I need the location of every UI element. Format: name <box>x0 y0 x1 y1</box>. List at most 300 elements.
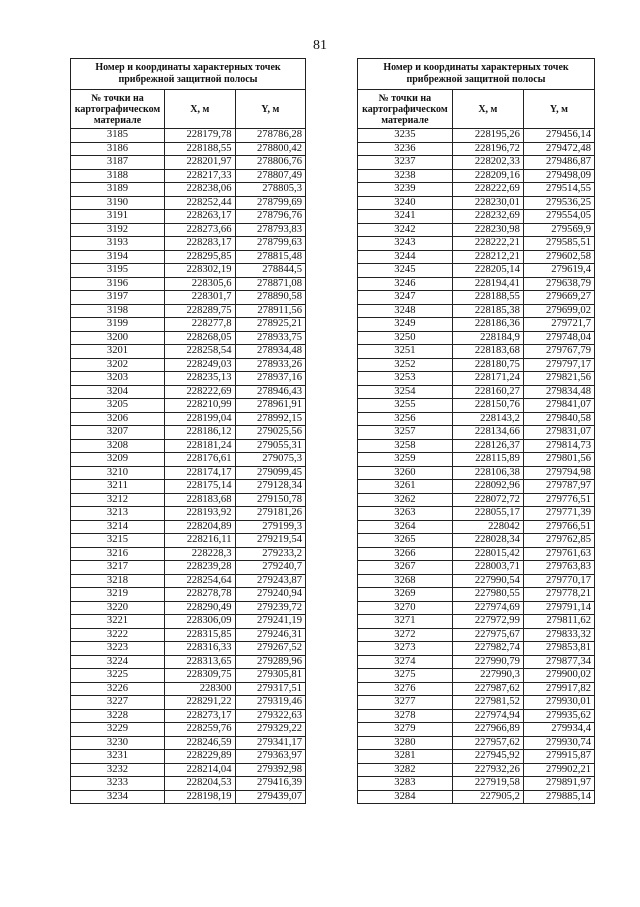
point-cell: 3250 <box>358 331 453 345</box>
table-row <box>71 520 306 534</box>
x-cell: 228134,66 <box>452 426 523 440</box>
point-cell: 3205 <box>71 399 165 413</box>
x-cell: 227945,92 <box>452 750 523 764</box>
x-cell: 228315,85 <box>165 628 236 642</box>
table-body-left <box>71 129 306 804</box>
table-row <box>71 426 306 440</box>
x-cell: 228217,33 <box>165 169 236 183</box>
y-cell: 279787,97 <box>523 480 594 494</box>
y-cell: 279794,98 <box>523 466 594 480</box>
y-cell: 279811,62 <box>523 615 594 629</box>
table-row <box>358 345 595 359</box>
point-cell: 3244 <box>358 250 453 264</box>
y-cell: 279055,31 <box>235 439 306 453</box>
point-cell: 3201 <box>71 345 165 359</box>
y-cell: 279305,81 <box>235 669 306 683</box>
y-cell: 279341,17 <box>235 736 306 750</box>
point-cell: 3237 <box>358 156 453 170</box>
table-row <box>358 750 595 764</box>
y-cell: 278961,91 <box>235 399 306 413</box>
point-cell: 3261 <box>358 480 453 494</box>
table-row <box>71 156 306 170</box>
x-cell: 228230,01 <box>452 196 523 210</box>
table-row <box>71 318 306 332</box>
table-row <box>71 574 306 588</box>
y-cell: 279699,02 <box>523 304 594 318</box>
x-cell: 227980,55 <box>452 588 523 602</box>
x-cell: 228003,71 <box>452 561 523 575</box>
point-cell: 3235 <box>358 129 453 143</box>
point-cell: 3207 <box>71 426 165 440</box>
y-cell: 278805,3 <box>235 183 306 197</box>
y-cell: 279392,98 <box>235 763 306 777</box>
point-cell: 3241 <box>358 210 453 224</box>
point-cell: 3218 <box>71 574 165 588</box>
x-cell: 227990,3 <box>452 669 523 683</box>
point-cell: 3195 <box>71 264 165 278</box>
coordinates-table-left <box>70 58 306 804</box>
table-row <box>358 453 595 467</box>
x-cell: 228092,96 <box>452 480 523 494</box>
y-cell: 279814,73 <box>523 439 594 453</box>
point-cell: 3238 <box>358 169 453 183</box>
point-cell: 3214 <box>71 520 165 534</box>
table-row <box>71 736 306 750</box>
y-cell: 279439,07 <box>235 790 306 804</box>
y-cell: 278796,76 <box>235 210 306 224</box>
y-cell: 279246,31 <box>235 628 306 642</box>
y-cell: 279797,17 <box>523 358 594 372</box>
point-cell: 3276 <box>358 682 453 696</box>
table-row <box>71 237 306 251</box>
table-row <box>71 169 306 183</box>
y-cell: 279762,85 <box>523 534 594 548</box>
point-cell: 3202 <box>71 358 165 372</box>
table-row <box>358 547 595 561</box>
x-cell: 228273,66 <box>165 223 236 237</box>
table-row <box>71 129 306 143</box>
point-cell: 3226 <box>71 682 165 696</box>
point-cell: 3245 <box>358 264 453 278</box>
table-row <box>358 358 595 372</box>
x-cell: 228171,24 <box>452 372 523 386</box>
y-cell: 279778,21 <box>523 588 594 602</box>
y-cell: 279602,58 <box>523 250 594 264</box>
x-cell: 228198,19 <box>165 790 236 804</box>
x-cell: 228230,98 <box>452 223 523 237</box>
table-row <box>358 790 595 804</box>
point-cell: 3185 <box>71 129 165 143</box>
point-cell: 3278 <box>358 709 453 723</box>
x-cell: 228209,16 <box>452 169 523 183</box>
y-cell: 279498,09 <box>523 169 594 183</box>
y-cell: 279199,3 <box>235 520 306 534</box>
table-row <box>71 480 306 494</box>
y-cell: 279915,87 <box>523 750 594 764</box>
table-row <box>358 237 595 251</box>
x-cell: 228175,14 <box>165 480 236 494</box>
point-cell: 3254 <box>358 385 453 399</box>
y-cell: 278793,83 <box>235 223 306 237</box>
x-cell: 228184,9 <box>452 331 523 345</box>
point-cell: 3243 <box>358 237 453 251</box>
y-cell: 279099,45 <box>235 466 306 480</box>
table-row <box>358 372 595 386</box>
x-cell: 228305,6 <box>165 277 236 291</box>
y-cell: 278925,21 <box>235 318 306 332</box>
y-cell: 279767,79 <box>523 345 594 359</box>
table-row <box>358 439 595 453</box>
y-cell: 279289,96 <box>235 655 306 669</box>
point-cell: 3215 <box>71 534 165 548</box>
y-cell: 279243,87 <box>235 574 306 588</box>
x-cell: 228183,68 <box>452 345 523 359</box>
y-cell: 279834,48 <box>523 385 594 399</box>
y-cell: 279317,51 <box>235 682 306 696</box>
x-cell: 228313,65 <box>165 655 236 669</box>
x-cell: 228193,92 <box>165 507 236 521</box>
y-cell: 279472,48 <box>523 142 594 156</box>
x-cell: 227974,69 <box>452 601 523 615</box>
point-cell: 3267 <box>358 561 453 575</box>
header-point: № точки на картографическом материале <box>358 90 453 129</box>
y-cell: 279841,07 <box>523 399 594 413</box>
x-cell: 227981,52 <box>452 696 523 710</box>
x-cell: 228185,38 <box>452 304 523 318</box>
table-caption: Номер и координаты характерных точек прибрежной защитной полосы <box>358 59 595 90</box>
y-cell: 279329,22 <box>235 723 306 737</box>
table-row <box>71 507 306 521</box>
table-row <box>71 615 306 629</box>
point-cell: 3268 <box>358 574 453 588</box>
y-cell: 279900,02 <box>523 669 594 683</box>
y-cell: 279319,46 <box>235 696 306 710</box>
point-cell: 3191 <box>71 210 165 224</box>
table-row <box>71 291 306 305</box>
x-cell: 228143,2 <box>452 412 523 426</box>
table-row <box>71 669 306 683</box>
table-row <box>71 709 306 723</box>
x-cell: 228188,55 <box>452 291 523 305</box>
x-cell: 228195,26 <box>452 129 523 143</box>
point-cell: 3198 <box>71 304 165 318</box>
x-cell: 228180,75 <box>452 358 523 372</box>
table-row <box>358 196 595 210</box>
y-cell: 279233,2 <box>235 547 306 561</box>
point-cell: 3247 <box>358 291 453 305</box>
table-row <box>358 507 595 521</box>
x-cell: 228254,64 <box>165 574 236 588</box>
table-row <box>71 331 306 345</box>
point-cell: 3187 <box>71 156 165 170</box>
point-cell: 3210 <box>71 466 165 480</box>
x-cell: 228306,09 <box>165 615 236 629</box>
x-cell: 228259,76 <box>165 723 236 737</box>
table-row <box>358 412 595 426</box>
y-cell: 279486,87 <box>523 156 594 170</box>
y-cell: 279821,56 <box>523 372 594 386</box>
point-cell: 3279 <box>358 723 453 737</box>
x-cell: 228115,89 <box>452 453 523 467</box>
x-cell: 228238,06 <box>165 183 236 197</box>
x-cell: 227990,79 <box>452 655 523 669</box>
point-cell: 3222 <box>71 628 165 642</box>
table-row <box>358 331 595 345</box>
table-row <box>358 480 595 494</box>
table-row <box>71 777 306 791</box>
y-cell: 278934,48 <box>235 345 306 359</box>
x-cell: 228316,33 <box>165 642 236 656</box>
y-cell: 279241,19 <box>235 615 306 629</box>
x-cell: 228302,19 <box>165 264 236 278</box>
table-row <box>71 372 306 386</box>
x-cell: 228201,97 <box>165 156 236 170</box>
table-row <box>358 223 595 237</box>
point-cell: 3259 <box>358 453 453 467</box>
x-cell: 228301,7 <box>165 291 236 305</box>
y-cell: 279240,7 <box>235 561 306 575</box>
y-cell: 279219,54 <box>235 534 306 548</box>
point-cell: 3217 <box>71 561 165 575</box>
x-cell: 228042 <box>452 520 523 534</box>
x-cell: 228252,44 <box>165 196 236 210</box>
point-cell: 3251 <box>358 345 453 359</box>
x-cell: 227966,89 <box>452 723 523 737</box>
point-cell: 3193 <box>71 237 165 251</box>
y-cell: 278946,43 <box>235 385 306 399</box>
x-cell: 228028,34 <box>452 534 523 548</box>
point-cell: 3229 <box>71 723 165 737</box>
point-cell: 3232 <box>71 763 165 777</box>
point-cell: 3228 <box>71 709 165 723</box>
point-cell: 3246 <box>358 277 453 291</box>
table-row <box>71 723 306 737</box>
x-cell: 228210,99 <box>165 399 236 413</box>
table-row <box>71 534 306 548</box>
x-cell: 228278,78 <box>165 588 236 602</box>
point-cell: 3266 <box>358 547 453 561</box>
table-row <box>358 142 595 156</box>
point-cell: 3236 <box>358 142 453 156</box>
y-cell: 279322,63 <box>235 709 306 723</box>
x-cell: 228072,72 <box>452 493 523 507</box>
x-cell: 228204,53 <box>165 777 236 791</box>
x-cell: 228258,54 <box>165 345 236 359</box>
table-row <box>358 709 595 723</box>
x-cell: 228263,17 <box>165 210 236 224</box>
table-row <box>71 223 306 237</box>
coordinates-table-right <box>357 58 595 804</box>
x-cell: 228273,17 <box>165 709 236 723</box>
table-row <box>71 358 306 372</box>
x-cell: 227975,67 <box>452 628 523 642</box>
point-cell: 3206 <box>71 412 165 426</box>
x-cell: 228174,17 <box>165 466 236 480</box>
table-row <box>358 601 595 615</box>
table-row <box>358 466 595 480</box>
x-cell: 227987,62 <box>452 682 523 696</box>
table-row <box>358 777 595 791</box>
x-cell: 228277,8 <box>165 318 236 332</box>
x-cell: 228239,28 <box>165 561 236 575</box>
point-cell: 3234 <box>71 790 165 804</box>
point-cell: 3219 <box>71 588 165 602</box>
table-row <box>71 264 306 278</box>
x-cell: 228295,85 <box>165 250 236 264</box>
x-cell: 228199,04 <box>165 412 236 426</box>
x-cell: 228179,78 <box>165 129 236 143</box>
x-cell: 228228,3 <box>165 547 236 561</box>
point-cell: 3273 <box>358 642 453 656</box>
table-row <box>358 426 595 440</box>
point-cell: 3197 <box>71 291 165 305</box>
table-row <box>358 250 595 264</box>
x-cell: 227972,99 <box>452 615 523 629</box>
point-cell: 3257 <box>358 426 453 440</box>
point-cell: 3272 <box>358 628 453 642</box>
table-row <box>358 736 595 750</box>
point-cell: 3212 <box>71 493 165 507</box>
x-cell: 228181,24 <box>165 439 236 453</box>
y-cell: 278807,49 <box>235 169 306 183</box>
point-cell: 3233 <box>71 777 165 791</box>
point-cell: 3204 <box>71 385 165 399</box>
y-cell: 278890,58 <box>235 291 306 305</box>
y-cell: 279853,81 <box>523 642 594 656</box>
x-cell: 228229,89 <box>165 750 236 764</box>
y-cell: 278911,56 <box>235 304 306 318</box>
point-cell: 3220 <box>71 601 165 615</box>
y-cell: 279831,07 <box>523 426 594 440</box>
point-cell: 3269 <box>358 588 453 602</box>
table-row <box>358 655 595 669</box>
point-cell: 3199 <box>71 318 165 332</box>
x-cell: 228150,76 <box>452 399 523 413</box>
table-row <box>358 588 595 602</box>
y-cell: 279885,14 <box>523 790 594 804</box>
table-row <box>71 750 306 764</box>
x-cell: 227957,62 <box>452 736 523 750</box>
point-cell: 3249 <box>358 318 453 332</box>
point-cell: 3213 <box>71 507 165 521</box>
table-row <box>358 696 595 710</box>
y-cell: 279619,4 <box>523 264 594 278</box>
x-cell: 228202,33 <box>452 156 523 170</box>
x-cell: 228300 <box>165 682 236 696</box>
table-row <box>358 264 595 278</box>
point-cell: 3263 <box>358 507 453 521</box>
table-row <box>71 304 306 318</box>
y-cell: 279934,4 <box>523 723 594 737</box>
x-cell: 228249,03 <box>165 358 236 372</box>
point-cell: 3280 <box>358 736 453 750</box>
y-cell: 279833,32 <box>523 628 594 642</box>
table-row <box>358 385 595 399</box>
point-cell: 3271 <box>358 615 453 629</box>
x-cell: 228212,21 <box>452 250 523 264</box>
table-row <box>358 318 595 332</box>
header-y: Y, м <box>523 90 594 129</box>
table-row <box>71 790 306 804</box>
point-cell: 3196 <box>71 277 165 291</box>
point-cell: 3203 <box>71 372 165 386</box>
point-cell: 3282 <box>358 763 453 777</box>
point-cell: 3274 <box>358 655 453 669</box>
table-row <box>358 183 595 197</box>
y-cell: 279891,97 <box>523 777 594 791</box>
x-cell: 228232,69 <box>452 210 523 224</box>
point-cell: 3208 <box>71 439 165 453</box>
x-cell: 228015,42 <box>452 547 523 561</box>
table-row <box>71 642 306 656</box>
table-row <box>71 588 306 602</box>
y-cell: 279770,17 <box>523 574 594 588</box>
x-cell: 228188,55 <box>165 142 236 156</box>
table-row <box>71 196 306 210</box>
y-cell: 279669,27 <box>523 291 594 305</box>
y-cell: 279075,3 <box>235 453 306 467</box>
table-row <box>71 250 306 264</box>
table-row <box>358 129 595 143</box>
x-cell: 228246,59 <box>165 736 236 750</box>
x-cell: 228289,75 <box>165 304 236 318</box>
y-cell: 278871,08 <box>235 277 306 291</box>
x-cell: 228222,69 <box>165 385 236 399</box>
x-cell: 228205,14 <box>452 264 523 278</box>
x-cell: 228055,17 <box>452 507 523 521</box>
y-cell: 279930,01 <box>523 696 594 710</box>
table-row <box>358 682 595 696</box>
y-cell: 279267,52 <box>235 642 306 656</box>
point-cell: 3283 <box>358 777 453 791</box>
y-cell: 278933,75 <box>235 331 306 345</box>
x-cell: 227905,2 <box>452 790 523 804</box>
y-cell: 278815,48 <box>235 250 306 264</box>
point-cell: 3275 <box>358 669 453 683</box>
x-cell: 228183,68 <box>165 493 236 507</box>
table-row <box>71 412 306 426</box>
y-cell: 279150,78 <box>235 493 306 507</box>
x-cell: 228196,72 <box>452 142 523 156</box>
table-row <box>358 615 595 629</box>
table-row <box>358 534 595 548</box>
x-cell: 227932,26 <box>452 763 523 777</box>
x-cell: 228160,27 <box>452 385 523 399</box>
point-cell: 3190 <box>71 196 165 210</box>
x-cell: 228106,38 <box>452 466 523 480</box>
table-row <box>358 277 595 291</box>
table-row <box>358 399 595 413</box>
point-cell: 3281 <box>358 750 453 764</box>
y-cell: 279721,7 <box>523 318 594 332</box>
point-cell: 3270 <box>358 601 453 615</box>
table-row <box>358 723 595 737</box>
y-cell: 278806,76 <box>235 156 306 170</box>
y-cell: 279766,51 <box>523 520 594 534</box>
table-body-right <box>358 129 595 804</box>
point-cell: 3209 <box>71 453 165 467</box>
y-cell: 279025,56 <box>235 426 306 440</box>
point-cell: 3239 <box>358 183 453 197</box>
point-cell: 3224 <box>71 655 165 669</box>
x-cell: 227982,74 <box>452 642 523 656</box>
table-caption: Номер и координаты характерных точек прибрежной защитной полосы <box>71 59 306 90</box>
y-cell: 279791,14 <box>523 601 594 615</box>
y-cell: 278844,5 <box>235 264 306 278</box>
table-row <box>71 466 306 480</box>
x-cell: 228222,21 <box>452 237 523 251</box>
table-row <box>71 493 306 507</box>
